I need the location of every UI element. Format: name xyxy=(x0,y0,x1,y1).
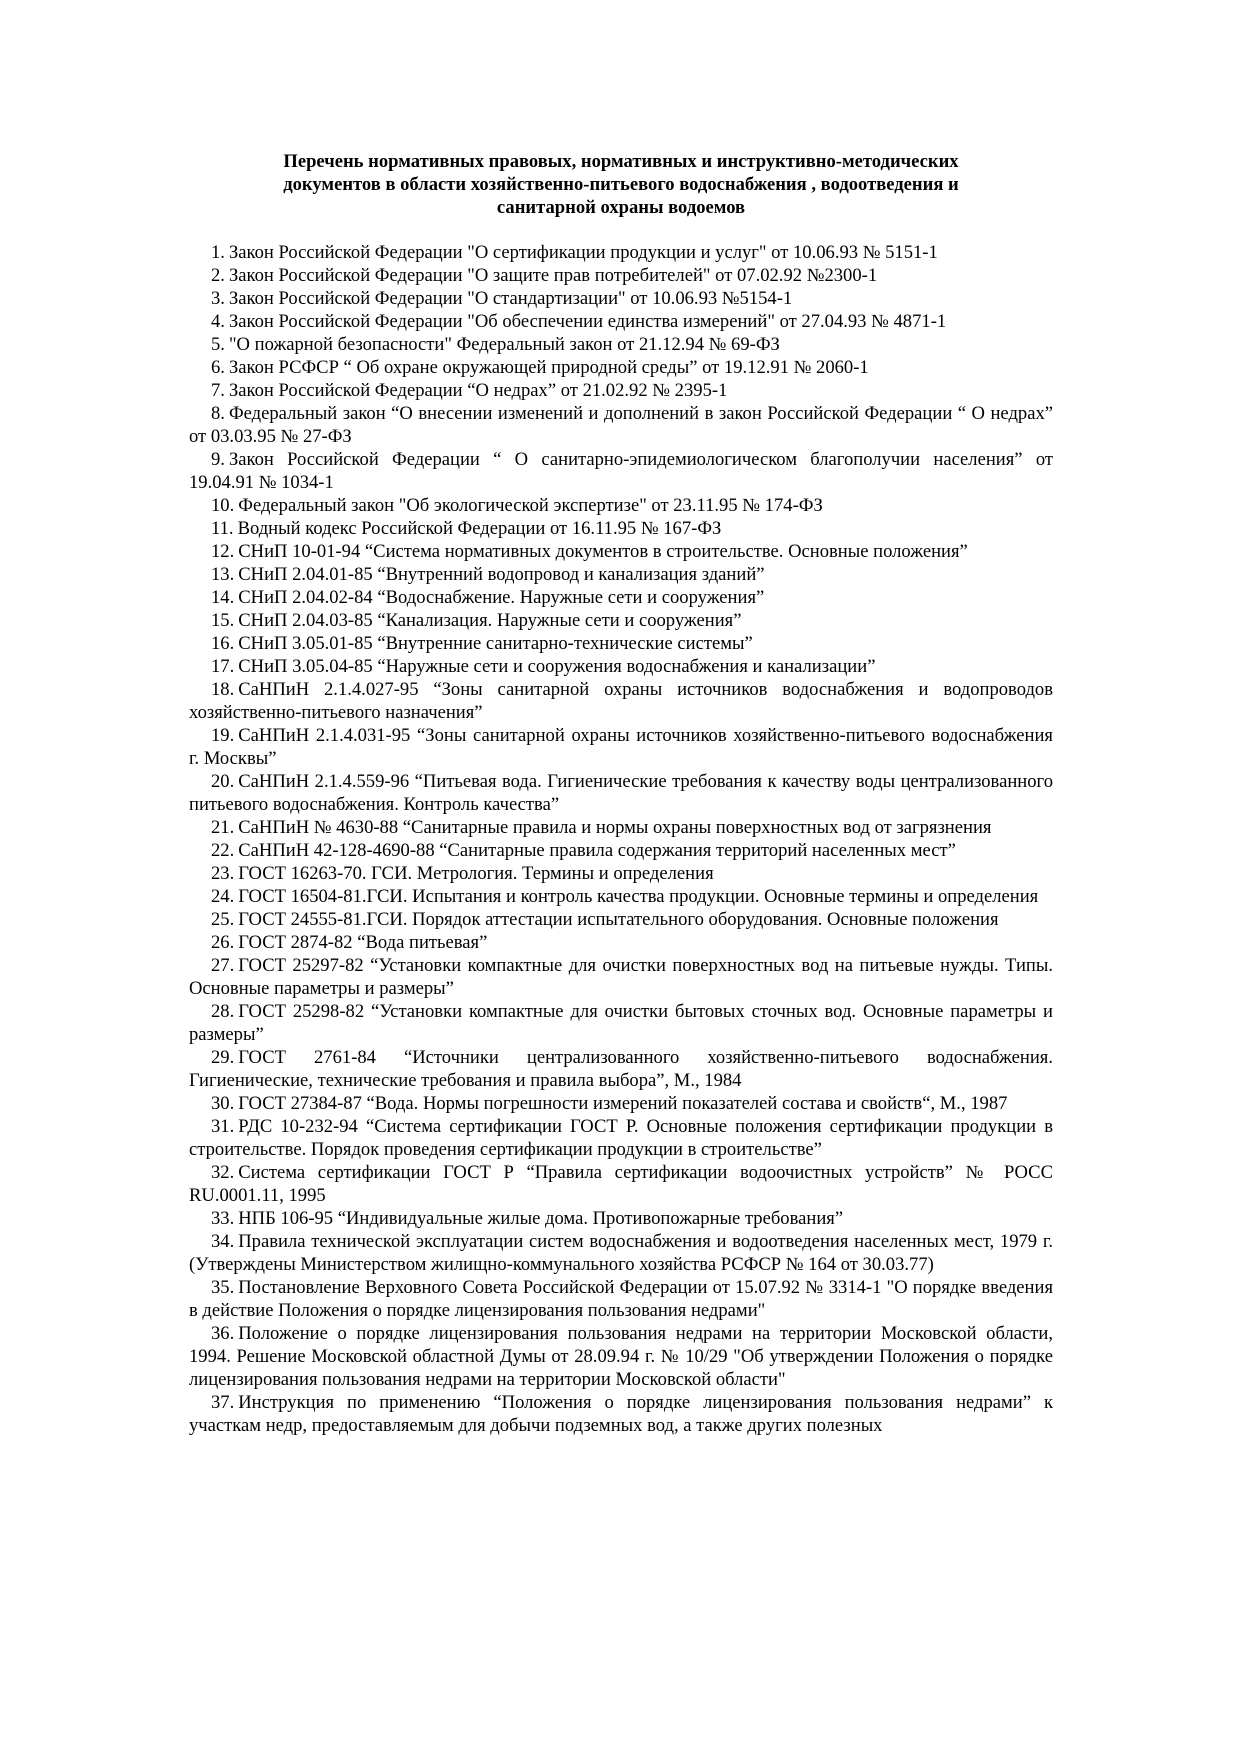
list-item-number: 7. xyxy=(211,380,225,401)
list-item-text: Положение о порядке лицензирования пользования недрами на территории Московской области, 1994. Решение Московской областной Думы от 28.09.94 г. № 10/29 "Об утверждении Положения о порядке лицензирования пользования недрами на территории Московской области" xyxy=(189,1323,1053,1390)
list-item xyxy=(189,1391,1053,1437)
list-item xyxy=(189,310,1053,333)
list-item-number: 8. xyxy=(211,403,225,424)
list-item-text: Закон Российской Федерации "Об обеспечении единства измерений" от 27.04.93 № 4871-1 xyxy=(228,311,947,332)
list-item xyxy=(189,494,1053,517)
list-item xyxy=(189,287,1053,310)
list-item xyxy=(189,264,1053,287)
list-item-number: 12. xyxy=(211,541,235,562)
list-item-number: 35. xyxy=(211,1277,235,1298)
list-item xyxy=(189,862,1053,885)
list-item xyxy=(189,609,1053,632)
list-item-text: Закон Российской Федерации “ О санитарно-эпидемиологическом благополучии населения” от 19.04.91 № 1034-1 xyxy=(189,449,1053,493)
list-item-text: Инструкция по применению “Положения о порядке лицензирования пользования недрами” к участкам недр, предоставляемым для добычи подземных вод, а также других полезных xyxy=(189,1392,1053,1436)
list-item-number: 24. xyxy=(211,886,235,907)
list-item-text: Водный кодекс Российской Федерации от 16.11.95 № 167-ФЗ xyxy=(237,518,722,539)
list-item-text: СНиП 3.05.01-85 “Внутренние санитарно-технические системы” xyxy=(238,633,753,654)
list-item xyxy=(189,517,1053,540)
list-item-text: Закон Российской Федерации "О сертификации продукции и услуг" от 10.06.93 № 5151-1 xyxy=(228,242,938,263)
list-item xyxy=(189,1046,1053,1092)
list-item-number: 14. xyxy=(211,587,235,608)
list-item-text: СНиП 3.05.04-85 “Наружные сети и сооружения водоснабжения и канализации” xyxy=(238,656,876,677)
list-item xyxy=(189,563,1053,586)
list-item-number: 19. xyxy=(211,725,235,746)
list-item-number: 23. xyxy=(211,863,235,884)
list-item-number: 36. xyxy=(211,1323,235,1344)
list-item xyxy=(189,1000,1053,1046)
list-item-text: Закон Российской Федерации “О недрах” от 21.02.92 № 2395-1 xyxy=(228,380,728,401)
list-item-text: Закон Российской Федерации "О стандартизации" от 10.06.93 №5154-1 xyxy=(228,288,793,309)
list-item-number: 4. xyxy=(211,311,225,332)
list-item-text: ГОСТ 24555-81.ГСИ. Порядок аттестации испытательного оборудования. Основные положения xyxy=(238,909,999,930)
list-item xyxy=(189,954,1053,1000)
list-item-number: 31. xyxy=(211,1116,235,1137)
list-item-number: 29. xyxy=(211,1047,235,1068)
list-item xyxy=(189,448,1053,494)
regulations-list xyxy=(189,241,1053,1437)
list-item-number: 16. xyxy=(211,633,235,654)
list-item-number: 3. xyxy=(211,288,225,309)
list-item-number: 13. xyxy=(211,564,235,585)
list-item-text: СНиП 2.04.01-85 “Внутренний водопровод и канализация зданий” xyxy=(238,564,765,585)
list-item xyxy=(189,1161,1053,1207)
list-item xyxy=(189,1115,1053,1161)
list-item xyxy=(189,540,1053,563)
list-item-number: 20. xyxy=(211,771,235,792)
list-item-number: 11. xyxy=(211,518,234,539)
list-item-number: 5. xyxy=(211,334,225,355)
list-item xyxy=(189,632,1053,655)
list-item xyxy=(189,724,1053,770)
list-item-text: "О пожарной безопасности" Федеральный закон от 21.12.94 № 69-ФЗ xyxy=(228,334,780,355)
list-item-text: Закон РСФСР “ Об охране окружающей природной среды” от 19.12.91 № 2060-1 xyxy=(228,357,869,378)
list-item-text: НПБ 106-95 “Индивидуальные жилые дома. Противопожарные требования” xyxy=(238,1208,844,1229)
list-item-text: ГОСТ 2761-84 “Источники централизованного хозяйственно-питьевого водоснабжения. Гигиенические, технические требования и правила выбора”, М., 1984 xyxy=(189,1047,1053,1091)
list-item xyxy=(189,333,1053,356)
list-item-text: Система сертификации ГОСТ Р “Правила сертификации водоочистных устройств” № РОСС RU.0001.11, 1995 xyxy=(189,1162,1053,1206)
list-item-number: 21. xyxy=(211,817,235,838)
list-item xyxy=(189,379,1053,402)
list-item xyxy=(189,655,1053,678)
list-item-number: 22. xyxy=(211,840,235,861)
list-item-text: ГОСТ 27384-87 “Вода. Нормы погрешности измерений показателей состава и свойств“, М., 1987 xyxy=(238,1093,1008,1114)
list-item xyxy=(189,241,1053,264)
list-item-text: СаНПиН № 4630-88 “Санитарные правила и нормы охраны поверхностных вод от загрязнения xyxy=(238,817,992,838)
list-item-text: ГОСТ 16504-81.ГСИ. Испытания и контроль качества продукции. Основные термины и определения xyxy=(238,886,1039,907)
list-item-text: ГОСТ 16263-70. ГСИ. Метрология. Термины и определения xyxy=(238,863,714,884)
list-item-number: 15. xyxy=(211,610,235,631)
list-item-text: СаНПиН 2.1.4.559-96 “Питьевая вода. Гигиенические требования к качеству воды централизованного питьевого водоснабжения. Контроль качества” xyxy=(189,771,1053,815)
list-item-text: ГОСТ 25297-82 “Установки компактные для очистки поверхностных вод на питьевые нужды. Типы. Основные параметры и размеры” xyxy=(189,955,1053,999)
list-item-text: СаНПиН 42-128-4690-88 “Санитарные правила содержания территорий населенных мест” xyxy=(238,840,956,861)
list-item-number: 37. xyxy=(211,1392,235,1413)
list-item-text: ГОСТ 25298-82 “Установки компактные для очистки бытовых сточных вод. Основные параметры и размеры” xyxy=(189,1001,1053,1045)
list-item xyxy=(189,770,1053,816)
list-item-number: 28. xyxy=(211,1001,235,1022)
list-item xyxy=(189,1276,1053,1322)
list-item-number: 6. xyxy=(211,357,225,378)
list-item-text: Федеральный закон "Об экологической экспертизе" от 23.11.95 № 174-ФЗ xyxy=(238,495,823,516)
list-item xyxy=(189,586,1053,609)
list-item-number: 17. xyxy=(211,656,235,677)
list-item-number: 9. xyxy=(211,449,225,470)
list-item xyxy=(189,1092,1053,1115)
list-item-text: СНиП 2.04.03-85 “Канализация. Наружные сети и сооружения” xyxy=(238,610,742,631)
list-item xyxy=(189,839,1053,862)
list-item-number: 26. xyxy=(211,932,235,953)
list-item xyxy=(189,678,1053,724)
list-item-text: СНиП 10-01-94 “Система нормативных документов в строительстве. Основные положения” xyxy=(238,541,968,562)
list-item xyxy=(189,1322,1053,1391)
list-item-number: 27. xyxy=(211,955,235,976)
list-item xyxy=(189,931,1053,954)
list-item-text: СаНПиН 2.1.4.031-95 “Зоны санитарной охраны источников хозяйственно-питьевого водоснабжения г. Москвы” xyxy=(189,725,1053,769)
list-item-number: 34. xyxy=(211,1231,235,1252)
list-item-text: Правила технической эксплуатации систем водоснабжения и водоотведения населенных мест, 1979 г. (Утверждены Министерством жилищно-коммунального хозяйства РСФСР № 164 от 30.03.77) xyxy=(189,1231,1053,1275)
list-item-number: 2. xyxy=(211,265,225,286)
list-item-number: 30. xyxy=(211,1093,235,1114)
list-item-text: Федеральный закон “О внесении изменений и дополнений в закон Российской Федерации “ О недрах” от 03.03.95 № 27-ФЗ xyxy=(189,403,1053,447)
list-item xyxy=(189,1207,1053,1230)
document-title: Перечень нормативных правовых, нормативных и инструктивно-методических документов в области хозяйственно-питьевого водоснабжения , водоотведения и санитарной охраны водоемов xyxy=(283,151,959,218)
list-item xyxy=(189,1230,1053,1276)
list-item xyxy=(189,816,1053,839)
list-item-number: 33. xyxy=(211,1208,235,1229)
list-item-number: 10. xyxy=(211,495,235,516)
list-item xyxy=(189,402,1053,448)
list-item-text: Закон Российской Федерации "О защите прав потребителей" от 07.02.92 №2300-1 xyxy=(228,265,878,286)
list-item-number: 18. xyxy=(211,679,235,700)
list-item-number: 1. xyxy=(211,242,225,263)
list-item xyxy=(189,908,1053,931)
list-item-text: СаНПиН 2.1.4.027-95 “Зоны санитарной охраны источников водоснабжения и водопроводов хозяйственно-питьевого назначения” xyxy=(189,679,1053,723)
list-item-text: СНиП 2.04.02-84 “Водоснабжение. Наружные сети и сооружения” xyxy=(238,587,765,608)
list-item-text: РДС 10-232-94 “Система сертификации ГОСТ Р. Основные положения сертификации продукции в строительстве. Порядок проведения сертификации продукции в строительстве” xyxy=(189,1116,1053,1160)
list-item-number: 25. xyxy=(211,909,235,930)
list-item-text: Постановление Верховного Совета Российской Федерации от 15.07.92 № 3314-1 "О порядке введения в действие Положения о порядке лицензирования пользования недрами" xyxy=(189,1277,1053,1321)
list-item xyxy=(189,356,1053,379)
list-item xyxy=(189,885,1053,908)
document-page xyxy=(189,0,1053,1437)
list-item-text: ГОСТ 2874-82 “Вода питьевая” xyxy=(238,932,488,953)
list-item-number: 32. xyxy=(211,1162,235,1183)
